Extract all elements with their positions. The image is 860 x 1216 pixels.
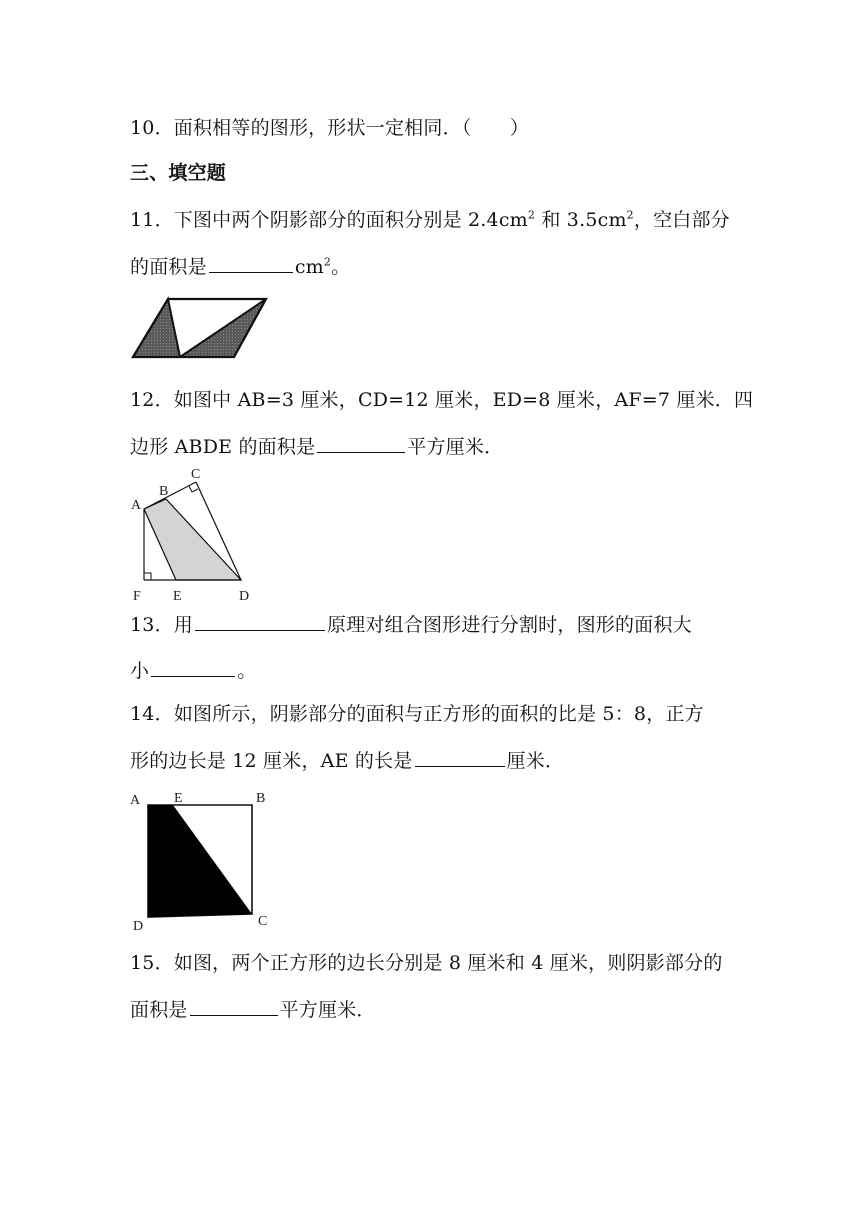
label-e: E xyxy=(173,589,182,604)
shaded-triangle-left xyxy=(133,299,180,357)
question-number: 10． xyxy=(130,117,174,139)
shaded-quadrilateral-abde xyxy=(144,499,241,580)
answer-blank[interactable] xyxy=(209,254,293,273)
label-b: B xyxy=(159,484,169,499)
answer-blank[interactable] xyxy=(317,434,405,453)
label-c: C xyxy=(191,467,201,482)
question-11-line-2: 的面积是 $cm^2$。 xyxy=(130,255,351,278)
question-13-line-1: 13．用 原理对组合图形进行分割时，图形的面积大 xyxy=(130,614,692,636)
label-f: F xyxy=(133,589,141,604)
question-14-line-1: 14．如图所示，阴影部分的面积与正方形的面积的比是 5：8，正方 xyxy=(130,703,704,725)
label-a: A xyxy=(131,498,142,513)
question-number: 12． xyxy=(130,389,174,411)
shaded-triangle-right xyxy=(180,299,266,357)
question-number: 13． xyxy=(130,614,174,636)
shaded-trapezoid xyxy=(148,805,252,917)
answer-blank[interactable] xyxy=(195,612,325,631)
question-13-line-2: 小 。 xyxy=(130,660,257,682)
question-15-line-1: 15．如图，两个正方形的边长分别是 8 厘米和 4 厘米，则阴影部分的 xyxy=(130,952,723,974)
figure-12-quadrilateral xyxy=(128,462,268,606)
question-number: 11． xyxy=(130,209,174,231)
question-number: 15． xyxy=(130,952,174,974)
right-angle-mark-c xyxy=(189,486,198,492)
question-12-line-2: 边形 ABDE 的面积是 平方厘米． xyxy=(130,436,504,458)
label-c: C xyxy=(258,914,268,929)
question-text: 面积相等的图形，形状一定相同．（ ） xyxy=(173,117,530,139)
label-e: E xyxy=(174,791,183,806)
question-14-line-2: 形的边长是 12 厘米，AE 的长是 厘米． xyxy=(130,750,565,772)
question-15-line-2: 面积是 平方厘米． xyxy=(130,999,376,1021)
answer-blank[interactable] xyxy=(190,997,278,1016)
label-d: D xyxy=(133,919,144,932)
figure-11-parallelogram xyxy=(130,295,270,361)
right-angle-mark-f xyxy=(144,573,151,580)
label-d: D xyxy=(239,589,250,604)
label-a: A xyxy=(130,793,141,808)
question-10 xyxy=(130,116,529,140)
question-number: 14． xyxy=(130,703,174,725)
figure-14-square xyxy=(128,786,278,932)
question-11-line-1: 11．下图中两个阴影部分的面积分别是 $2.4cm^2$ 和 $3.5cm^2$，空白部分 xyxy=(130,208,730,231)
section-heading: 三、填空题 xyxy=(130,162,227,184)
answer-blank[interactable] xyxy=(415,748,505,767)
answer-blank[interactable] xyxy=(151,658,235,677)
label-b: B xyxy=(256,791,266,806)
question-12-line-1: 12．如图中 AB=3 厘米，CD=12 厘米，ED=8 厘米，AF=7 厘米．四 xyxy=(130,389,754,411)
